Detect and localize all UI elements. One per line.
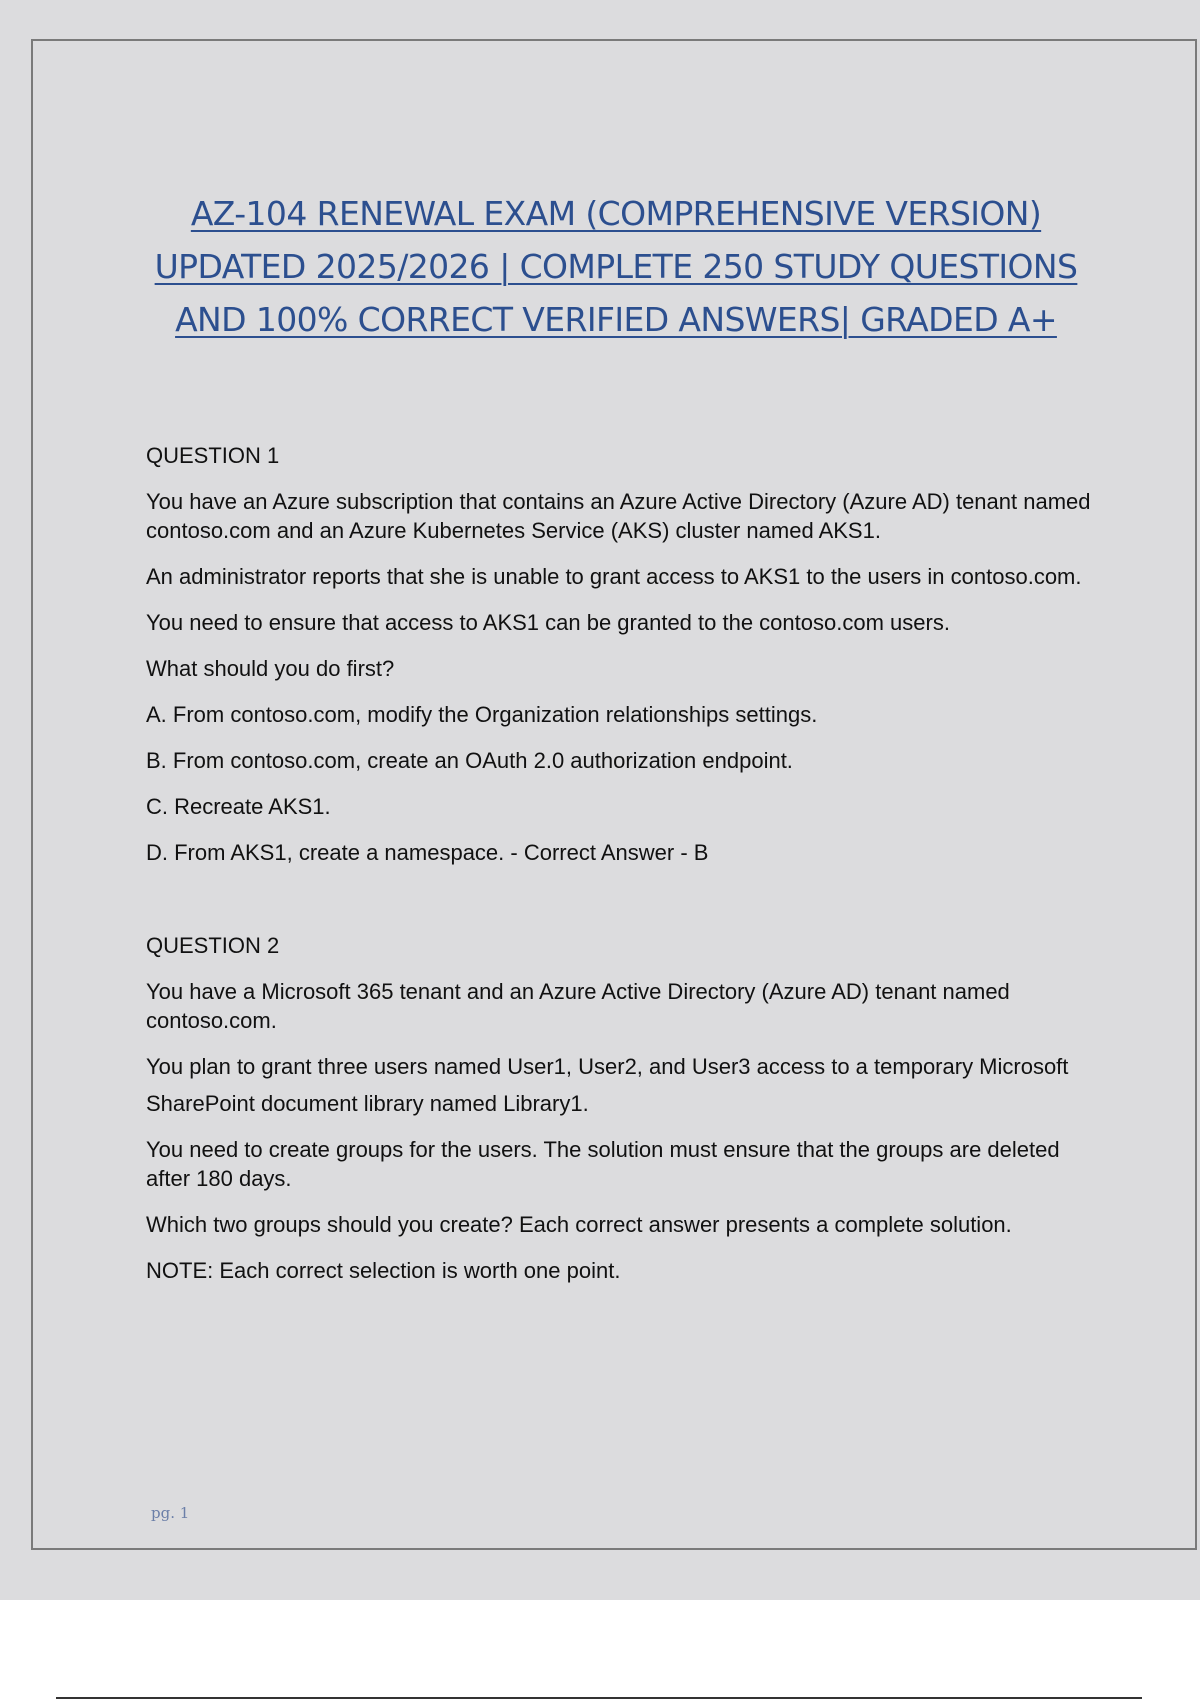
question-1-option-c: C. Recreate AKS1. (146, 794, 331, 819)
question-1-heading: QUESTION 1 (146, 443, 280, 468)
question-2-paragraph-1: You have a Microsoft 365 tenant and an Azure Active Directory (Azure AD) tenant named contoso.com. (146, 979, 1010, 1033)
question-1-option-d: D. From AKS1, create a namespace. - Correct Answer - B (146, 840, 709, 865)
question-1-paragraph-1: You have an Azure subscription that contains an Azure Active Directory (Azure AD) tenant named contoso.com and an Azure Kubernetes Service (AKS) cluster named AKS1. (146, 489, 1091, 543)
section-spacer (146, 884, 1106, 931)
next-page-divider (56, 1697, 1142, 1699)
document-title (33, 187, 1199, 346)
question-2-paragraph-2: You plan to grant three users named User1, User2, and User3 access to a temporary Microsoft (146, 1054, 1069, 1079)
document-body (146, 441, 1106, 1302)
question-2 (146, 931, 1106, 1285)
question-2-paragraph-5: Which two groups should you create? Each correct answer presents a complete solution. (146, 1212, 1012, 1237)
document-page (31, 39, 1197, 1550)
title-line-3: AND 100% CORRECT VERIFIED ANSWERS| GRADED A+ (175, 300, 1057, 339)
title-line-2: UPDATED 2025/2026 | COMPLETE 250 STUDY QUESTIONS (154, 247, 1078, 286)
question-1-prompt: What should you do first? (146, 656, 395, 681)
question-2-paragraph-3: SharePoint document library named Library1. (146, 1091, 589, 1116)
page-number: pg. 1 (151, 1504, 190, 1522)
question-1-paragraph-3: You need to ensure that access to AKS1 can be granted to the contoso.com users. (146, 610, 950, 635)
question-2-heading: QUESTION 2 (146, 933, 280, 958)
title-line-1: AZ-104 RENEWAL EXAM (COMPREHENSIVE VERSION) (190, 194, 1042, 233)
question-1-option-a: A. From contoso.com, modify the Organization relationships settings. (146, 702, 818, 727)
question-1-paragraph-2: An administrator reports that she is unable to grant access to AKS1 to the users in contoso.com. (146, 564, 1082, 589)
question-1 (146, 441, 1106, 867)
question-2-paragraph-4: You need to create groups for the users. The solution must ensure that the groups are deleted after 180 days. (146, 1137, 1060, 1191)
question-2-note: NOTE: Each correct selection is worth one point. (146, 1258, 621, 1283)
question-1-option-b: B. From contoso.com, create an OAuth 2.0 authorization endpoint. (146, 748, 793, 773)
